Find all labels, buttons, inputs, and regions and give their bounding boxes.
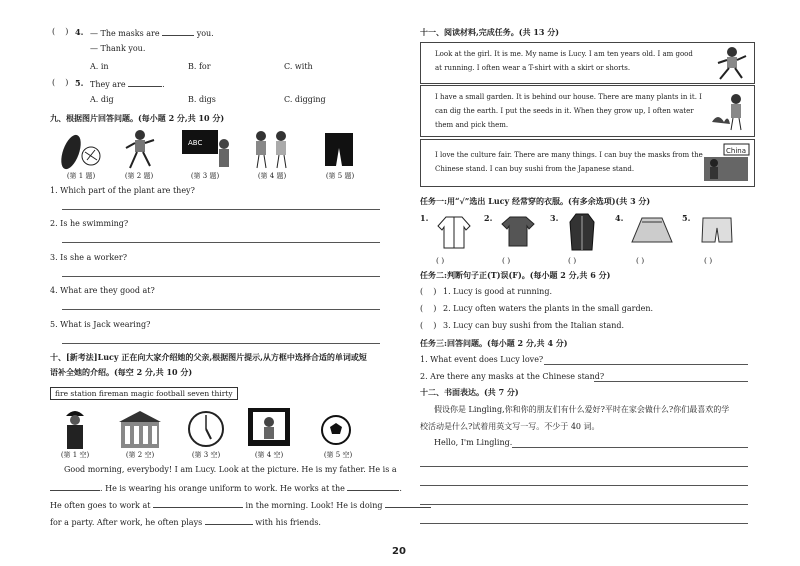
- task1-num-4: 4.: [615, 213, 624, 223]
- sec12-opening: Hello, I'm Lingling.: [434, 438, 513, 447]
- sec9-answer-line-1[interactable]: [62, 209, 380, 210]
- children-dancing-picture-icon: [247, 128, 297, 172]
- task2-paren-3[interactable]: ( ): [420, 321, 437, 330]
- task1-num-1: 1.: [420, 213, 429, 223]
- shorts-picture-icon: [322, 130, 356, 170]
- caption-blank-3: (第 3 空): [191, 451, 221, 459]
- passage-2-text: I have a small garden. It is behind our house. There are many plants in it. I can dig the earth. I put the seeds in it. When they grow up, I often water them and pick them.: [435, 93, 702, 129]
- caption-blank-1: (第 1 空): [60, 451, 90, 459]
- writing-line-1[interactable]: [512, 447, 748, 448]
- q5-number: 5.: [75, 78, 84, 88]
- section-12-title: 十二、书面表达。(共 7 分): [420, 387, 519, 397]
- q5-option-c[interactable]: C. digging: [284, 95, 326, 104]
- q4-option-b[interactable]: B. for: [188, 62, 211, 71]
- magic-show-picture-icon: [246, 406, 292, 450]
- sec10-blank-3[interactable]: [153, 499, 243, 508]
- q5-option-b[interactable]: B. digs: [188, 95, 216, 104]
- sec9-question-5: 5. What is Jack wearing?: [50, 320, 151, 329]
- caption-q4: (第 4 题): [257, 172, 287, 180]
- passage-2-box: [420, 85, 755, 137]
- sec10-blank-5[interactable]: [205, 516, 253, 525]
- boy-running-picture-icon: [120, 128, 160, 172]
- task2-paren-2[interactable]: ( ): [420, 304, 437, 313]
- shirt-icon: [436, 214, 472, 250]
- caption-blank-4: (第 4 空): [254, 451, 284, 459]
- q5-paren[interactable]: ( ): [52, 78, 69, 87]
- plant-seeds-picture-icon: [55, 130, 105, 172]
- sec9-question-3: 3. Is she a worker?: [50, 253, 128, 262]
- word-bank-box: fire station fireman magic football seven thirty: [50, 387, 238, 400]
- section-9-title: 九、根据图片回答问题。(每小题 2 分,共 10 分): [50, 113, 225, 123]
- sec10-paragraph-line-4: for a party. After work, he often plays with his friends.: [50, 518, 321, 527]
- task3-answer-line-2[interactable]: [594, 381, 748, 382]
- sec10-paragraph-line-2: . He is wearing his orange uniform to work. He works at the .: [50, 482, 402, 493]
- caption-blank-5: (第 5 空): [323, 451, 353, 459]
- q5-text: They are .: [90, 80, 165, 89]
- sec9-question-1: 1. Which part of the plant are they?: [50, 186, 195, 195]
- task3-question-1: 1. What event does Lucy love?: [420, 355, 544, 364]
- task-2-title: 任务二:判断句子正(T)误(F)。(每小题 2 分,共 6 分): [420, 270, 611, 280]
- task3-question-2: 2. Are there any masks at the Chinese stand?: [420, 372, 605, 381]
- task1-num-2: 2.: [484, 213, 493, 223]
- girl-watering-plants-icon: [710, 92, 750, 132]
- writing-line-2[interactable]: [420, 466, 748, 467]
- sec9-answer-line-5[interactable]: [62, 343, 380, 344]
- writing-line-3[interactable]: [420, 485, 748, 486]
- task1-answer-1[interactable]: ( ): [436, 256, 445, 265]
- task1-answer-3[interactable]: ( ): [568, 256, 577, 265]
- task2-item-3: 3. Lucy can buy sushi from the Italian stand.: [443, 321, 625, 330]
- sec9-answer-line-3[interactable]: [62, 276, 380, 277]
- blackboard-text: ABC: [188, 139, 203, 147]
- page-number: 20: [392, 546, 406, 557]
- coat-icon: [568, 212, 596, 252]
- q4-option-c[interactable]: C. with: [284, 62, 313, 71]
- task-1-title: 任务一:用“√”选出 Lucy 经常穿的衣服。(有多余选项)(共 3 分): [420, 196, 651, 206]
- sec10-paragraph-line-1: Good morning, everybody! I am Lucy. Look at the picture. He is my father. He is a: [64, 465, 397, 474]
- sec9-answer-line-4[interactable]: [62, 309, 380, 310]
- q5-blank[interactable]: [128, 78, 162, 87]
- china-sign-text: China: [726, 147, 746, 155]
- sec9-answer-line-2[interactable]: [62, 242, 380, 243]
- passage-3-text: I love the culture fair. There are many things. I can buy the masks from the Chinese stand. I can buy sushi from the Japanese stand.: [435, 151, 703, 173]
- caption-q2: (第 2 题): [124, 172, 154, 180]
- football-picture-icon: [320, 414, 352, 446]
- q4-paren[interactable]: ( ): [52, 27, 69, 36]
- task2-paren-1[interactable]: ( ): [420, 287, 437, 296]
- sec12-prompt-line-2: 校活动是什么?试着用英文写一写。不少于 40 词。: [420, 422, 600, 431]
- caption-q3: (第 3 题): [190, 172, 220, 180]
- writing-line-4[interactable]: [420, 504, 748, 505]
- caption-blank-2: (第 2 空): [125, 451, 155, 459]
- caption-q5: (第 5 题): [325, 172, 355, 180]
- task1-num-3: 3.: [550, 213, 559, 223]
- passage-1-text: Look at the girl. It is me. My name is Lucy. I am ten years old. I am good at running. I often wear a T-shirt with a skirt or shorts.: [435, 50, 693, 72]
- passage-3-box: [420, 139, 755, 187]
- section-11-title: 十一、阅读材料,完成任务。(共 13 分): [420, 27, 560, 37]
- clock-picture-icon: [186, 408, 226, 450]
- q4-option-a[interactable]: A. in: [90, 62, 109, 71]
- china-stand-icon: [702, 143, 750, 183]
- task-3-title: 任务三:回答问题。(每小题 2 分,共 4 分): [420, 338, 568, 348]
- section-10-title-line2: 语补全她的介绍。(每空 2 分,共 10 分): [50, 367, 193, 377]
- q4-blank[interactable]: [162, 27, 194, 36]
- sec12-prompt-line-1: 假设你是 Lingling,你和你的朋友们有什么爱好?平时在家会做什么?你们最喜欢的学: [434, 405, 730, 414]
- sec9-question-2: 2. Is he swimming?: [50, 219, 129, 228]
- skirt-icon: [630, 216, 674, 246]
- passage-1-box: [420, 42, 755, 84]
- task2-item-2: 2. Lucy often waters the plants in the small garden.: [443, 304, 654, 313]
- task1-answer-5[interactable]: ( ): [704, 256, 713, 265]
- task1-num-5: 5.: [682, 213, 691, 223]
- sec10-paragraph-line-3: He often goes to work at in the morning. Look! He is doing: [50, 499, 431, 510]
- sec10-blank-1[interactable]: [50, 482, 100, 491]
- section-10-title: 十、[新考法]Lucy 正在向大家介绍她的父亲,根据图片提示,从方框中选择合适的单词或短: [50, 352, 367, 362]
- girl-running-icon: [710, 45, 750, 81]
- task1-answer-4[interactable]: ( ): [636, 256, 645, 265]
- sec9-question-4: 4. What are they good at?: [50, 286, 155, 295]
- shorts-icon: [700, 216, 734, 246]
- q4-text: — The masks are you.: [90, 29, 214, 38]
- writing-line-5[interactable]: [420, 523, 748, 524]
- q4-number: 4.: [75, 27, 84, 37]
- teacher-blackboard-picture-icon: [180, 128, 232, 172]
- q4-reply: — Thank you.: [90, 44, 146, 53]
- task1-answer-2[interactable]: ( ): [502, 256, 511, 265]
- task2-item-1: 1. Lucy is good at running.: [443, 287, 552, 296]
- new-question-tag: [新考法]: [66, 352, 98, 362]
- task3-answer-line-1[interactable]: [544, 364, 748, 365]
- building-picture-icon: [117, 408, 163, 450]
- caption-q1: (第 1 题): [66, 172, 96, 180]
- tshirt-icon: [500, 214, 536, 248]
- fireman-picture-icon: [60, 408, 90, 450]
- q5-option-a[interactable]: A. dig: [90, 95, 114, 104]
- sec10-blank-2[interactable]: [347, 482, 399, 491]
